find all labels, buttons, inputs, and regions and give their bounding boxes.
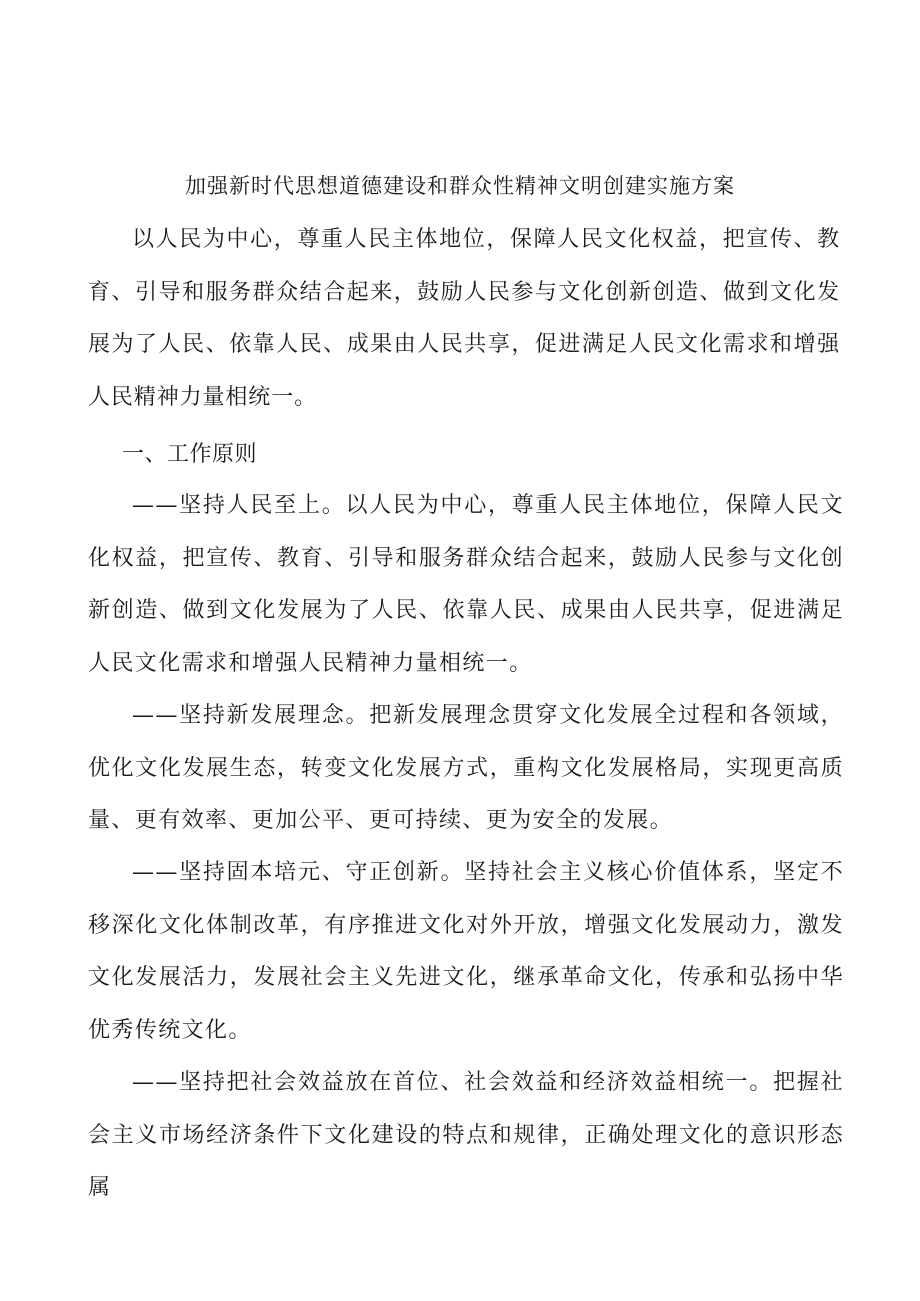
principle-paragraph-innovation: ——坚持固本培元、守正创新。坚持社会主义核心价值体系，坚定不移深化文化体制改革，有序推进文化对外开放，增强文化发展动力，激发文化发展活力，发展社会主义先进文化，继承革命文化，传承和弘扬中华优秀传统文化。 bbox=[88, 860, 844, 1043]
principle-paragraph-new-development: ——坚持新发展理念。把新发展理念贯穿文化发展全过程和各领域，优化文化发展生态，转变文化发展方式，重构文化发展格局，实现更高质量、更有效率、更加公平、更可持续、更为安全的发展。 bbox=[88, 703, 844, 834]
section-heading: 一、工作原则 bbox=[122, 442, 258, 467]
principle-paragraph-people-first: ——坚持人民至上。以人民为中心，尊重人民主体地位，保障人民文化权益，把宣传、教育、引导和服务群众结合起来，鼓励人民参与文化创新创造、做到文化发展为了人民、依靠人民、成果由人民共享，促进满足人民文化需求和增强人民精神力量相统一。 bbox=[88, 493, 844, 676]
principle-paragraph-social-benefit: ——坚持把社会效益放在首位、社会效益和经济效益相统一。把握社会主义市场经济条件下文化建设的特点和规律，正确处理文化的意识形态属 bbox=[88, 1070, 844, 1201]
document-title: 加强新时代思想道德建设和群众性精神文明创建实施方案 bbox=[185, 174, 735, 198]
intro-paragraph: 以人民为中心，尊重人民主体地位，保障人民文化权益，把宣传、教育、引导和服务群众结合起来，鼓励人民参与文化创新创造、做到文化发展为了人民、依靠人民、成果由人民共享，促进满足人民文化需求和增强人民精神力量相统一。 bbox=[88, 227, 840, 410]
